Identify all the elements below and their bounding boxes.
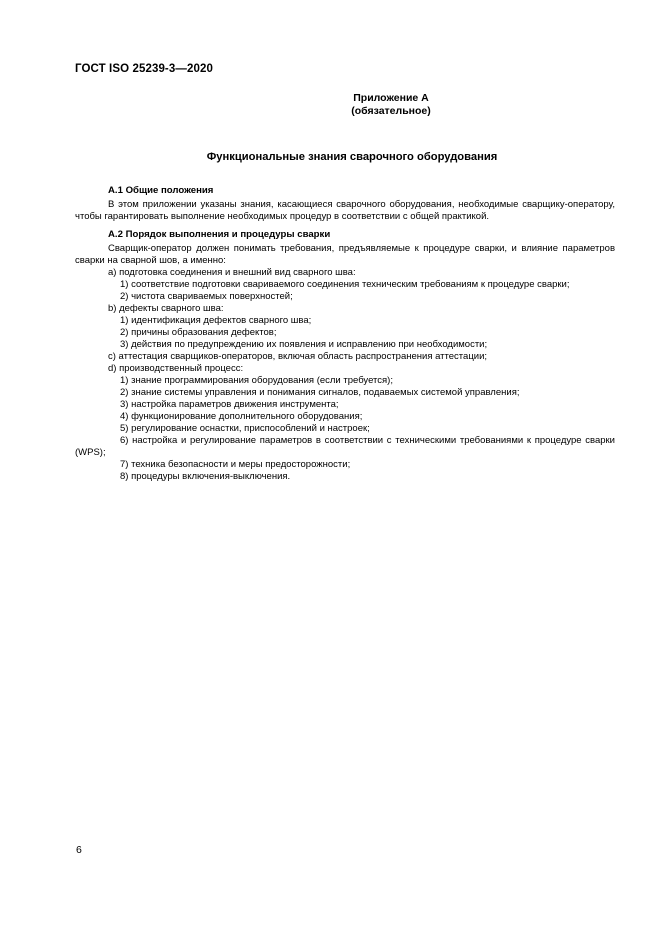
annex-heading: Функциональные знания сварочного оборудования [206, 151, 498, 163]
page-number: 6 [76, 844, 82, 856]
list-item-a: а) подготовка соединения и внешний вид сварного шва: [108, 267, 356, 278]
section-1-title: А.1 Общие положения [108, 185, 214, 196]
annex-title-block [260, 92, 522, 118]
list-subitem: 3) действия по предупреждению их появления и исправлению при необходимости; [120, 339, 488, 350]
section-2-title: А.2 Порядок выполнения и процедуры сварки [108, 229, 331, 240]
list-item-b: b) дефекты сварного шва: [108, 303, 224, 314]
list-subitem: 2) чистота свариваемых поверхностей; [120, 291, 293, 302]
list-subitem: 1) знание программирования оборудования (если требуется); [120, 375, 393, 386]
list-subitem: 8) процедуры включения-выключения. [120, 471, 291, 482]
list-item-d: d) производственный процесс: [108, 363, 244, 374]
annex-title: Приложение А [353, 92, 429, 104]
list-subitem: 7) техника безопасности и меры предосторожности; [120, 459, 351, 470]
list-item-c: с) аттестация сварщиков-операторов, включая область распространения аттестации; [108, 351, 488, 362]
list-subitem: 1) идентификация дефектов сварного шва; [120, 315, 312, 326]
list-subitem: 6) настройка и регулирование параметров в соответствии с техническими требованиями к процедуре сварки (WPS); [75, 435, 615, 458]
section-2-intro: Сварщик-оператор должен понимать требования, предъявляемые к процедуре сварки, и влияние параметров сварки на сварной шов, а именно: [75, 243, 615, 266]
list-subitem: 1) соответствие подготовки свариваемого соединения техническим требованиям к процедуре сварки; [120, 279, 570, 290]
standard-header: ГОСТ ISO 25239-3—2020 [75, 63, 213, 75]
list-subitem: 5) регулирование оснастки, приспособлений и настроек; [120, 423, 370, 434]
list-subitem: 4) функционирование дополнительного оборудования; [120, 411, 363, 422]
requirements-list [75, 267, 615, 483]
document-body [75, 185, 615, 483]
list-subitem: 3) настройка параметров движения инструмента; [120, 399, 339, 410]
list-subitem: 2) причины образования дефектов; [120, 327, 277, 338]
section-1-text: В этом приложении указаны знания, касающиеся сварочного оборудования, необходимые сварщику-оператору, чтобы гарантировать выполнение необходимых процедур в соответствии с общей практикой. [75, 199, 615, 222]
list-subitem: 2) знание системы управления и понимания сигналов, подаваемых системой управления; [120, 387, 520, 398]
annex-status: (обязательное) [351, 105, 431, 117]
